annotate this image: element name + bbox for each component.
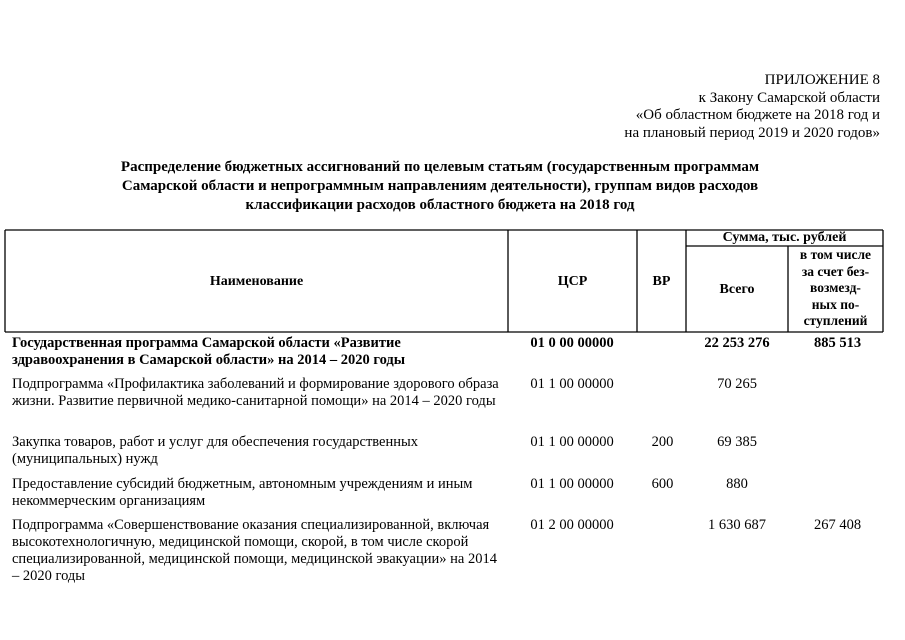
header-grants-line-1: в том числе [799, 247, 872, 262]
row-csr: 01 1 00 00000 [530, 434, 614, 450]
row-name: Подпрограмма «Профилактика заболеваний и формирование здорового образа жизни. Развитие первичной медико-санитарной помощи» на 2014 – 2020 годы [12, 376, 499, 409]
row-grants: 885 513 [813, 335, 862, 351]
appendix-law-title-2: на плановый период 2019 и 2020 годов» [624, 124, 880, 141]
row-name: Государственная программа Самарской области «Развитие здравоохранения в Самарской области» на 2014 – 2020 годы [12, 335, 406, 368]
header-grants-line-5: ступлений [803, 313, 868, 328]
row-grants: 267 408 [813, 517, 862, 533]
header-grants-line-4: ных по- [811, 296, 860, 312]
row-total: 69 385 [717, 434, 757, 450]
header-grants [788, 247, 883, 330]
header-amount-group: Сумма, тыс. рублей [722, 230, 847, 245]
header-total: Всего [719, 282, 755, 297]
row-name: Подпрограмма «Совершенствование оказания специализированной, включая высокотехнологичную, медицинской помощи, скорой, в том числе скорой специализированной, медицинской помощи, медицинской эвакуации» на 2014 – 2020 годы [12, 517, 497, 584]
row-total: 70 265 [717, 376, 757, 392]
header-name: Наименование [209, 274, 304, 289]
appendix-number: ПРИЛОЖЕНИЕ 8 [764, 72, 880, 88]
row-total: 22 253 276 [704, 335, 770, 351]
title-line-3: классификации расходов областного бюджета на 2018 год [245, 197, 635, 213]
row-name: Предоставление субсидий бюджетным, автономным учреждениям и иным некоммерческим организациям [12, 476, 473, 509]
title-line-1: Распределение бюджетных ассигнований по целевым статьям (государственным программам [120, 159, 760, 175]
row-csr: 01 2 00 00000 [530, 517, 614, 533]
row-vr: 200 [651, 434, 674, 450]
title-line-2: Самарской области и непрограммным направлениям деятельности), группам видов расходов [121, 178, 759, 194]
header-csr: ЦСР [557, 274, 588, 289]
row-csr: 01 1 00 00000 [530, 376, 614, 392]
appendix-law-title-1: «Об областном бюджете на 2018 год и [635, 107, 880, 123]
appendix-law-ref: к Закону Самарской области [698, 89, 880, 106]
header-grants-line-3: возмезд- [810, 280, 861, 295]
row-csr: 01 1 00 00000 [530, 476, 614, 492]
header-grants-line-2: за счет без- [801, 263, 870, 279]
row-vr: 600 [651, 476, 674, 492]
row-name: Закупка товаров, работ и услуг для обеспечения государственных (муниципальных) нужд [12, 434, 419, 467]
header-vr: ВР [652, 274, 671, 289]
row-csr: 01 0 00 00000 [530, 335, 614, 351]
row-total: 880 [726, 476, 748, 492]
row-total: 1 630 687 [708, 517, 766, 533]
